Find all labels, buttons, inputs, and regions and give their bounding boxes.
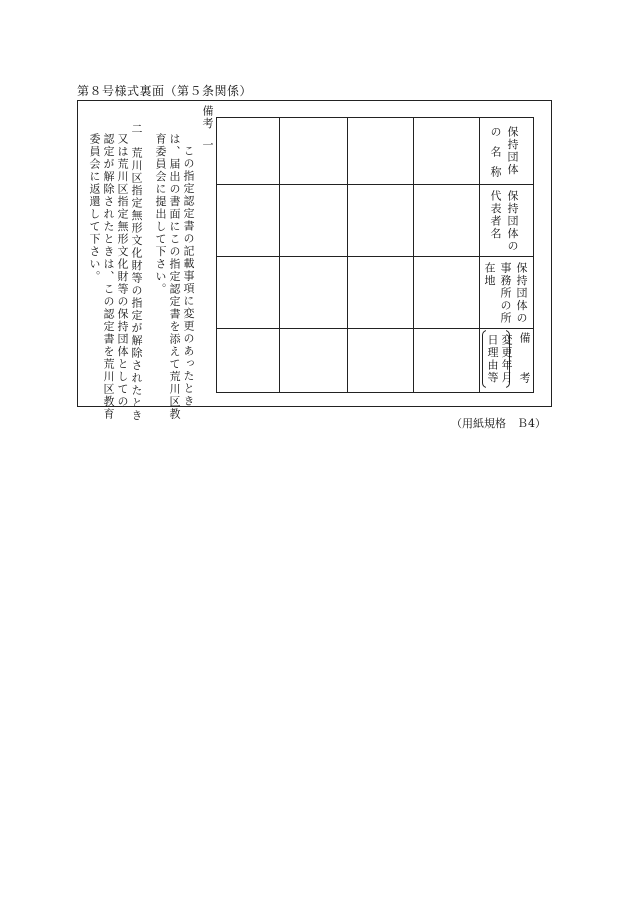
paper-size-note: （用紙規格 Ｂ4） [451, 417, 546, 430]
table-row-divider [217, 256, 533, 257]
row-header-remarks-bottom: 考 [518, 372, 531, 385]
row-header-remarks-top: 備 [518, 332, 531, 345]
row-header-org-name-line-1: 保持団体 [506, 126, 519, 176]
row-header-org-name-line-2: の名称 [489, 126, 502, 186]
row-header-office-line-2: 事務所の所 [499, 262, 512, 325]
row-header-representative-line-1: 保持団体の [506, 190, 519, 253]
certificate-back-frame [77, 100, 552, 422]
registration-table [216, 117, 534, 393]
note-2-line-3: 認定が解除されたときは、この認定書を荒川区教育 [102, 133, 115, 421]
note-2-number: 二 [130, 123, 143, 136]
row-header-remarks-sub-line-1: 変更年月 [500, 334, 513, 384]
table-cell[interactable] [217, 118, 279, 184]
note-1-line-1: この指定認定書の記載事項に変更のあったとき [182, 145, 195, 408]
table-cell[interactable] [347, 118, 413, 184]
table-cell[interactable] [279, 118, 347, 184]
row-header-office-line-3: 在地 [483, 262, 496, 287]
notes-heading: 備考 [201, 105, 214, 130]
row-header-office-line-1: 保持団体の [515, 262, 528, 325]
note-1-line-2: は、届出の書面にこの指定認定書を添えて荒川区教 [168, 133, 181, 421]
row-header-remarks-sub-line-2: 日理由等 [486, 334, 499, 384]
table-row-divider [217, 184, 533, 185]
note-1-line-3: 育委員会に提出して下さい。 [154, 133, 167, 296]
note-2-line-4: 委員会に返還して下さい。 [88, 133, 101, 283]
row-header-representative-line-2: 代表者名 [489, 190, 502, 240]
table-cell[interactable] [413, 118, 479, 184]
note-1-number: 一 [201, 139, 214, 152]
form-title: 第８号様式裏面（第５条関係） [77, 84, 253, 98]
note-2-line-1: 荒川区指定無形文化財等の指定が解除されたとき [130, 147, 143, 422]
note-2-line-2: 又は荒川区指定無形文化財等の保持団体としての [116, 133, 129, 408]
table-column-divider [479, 118, 480, 392]
